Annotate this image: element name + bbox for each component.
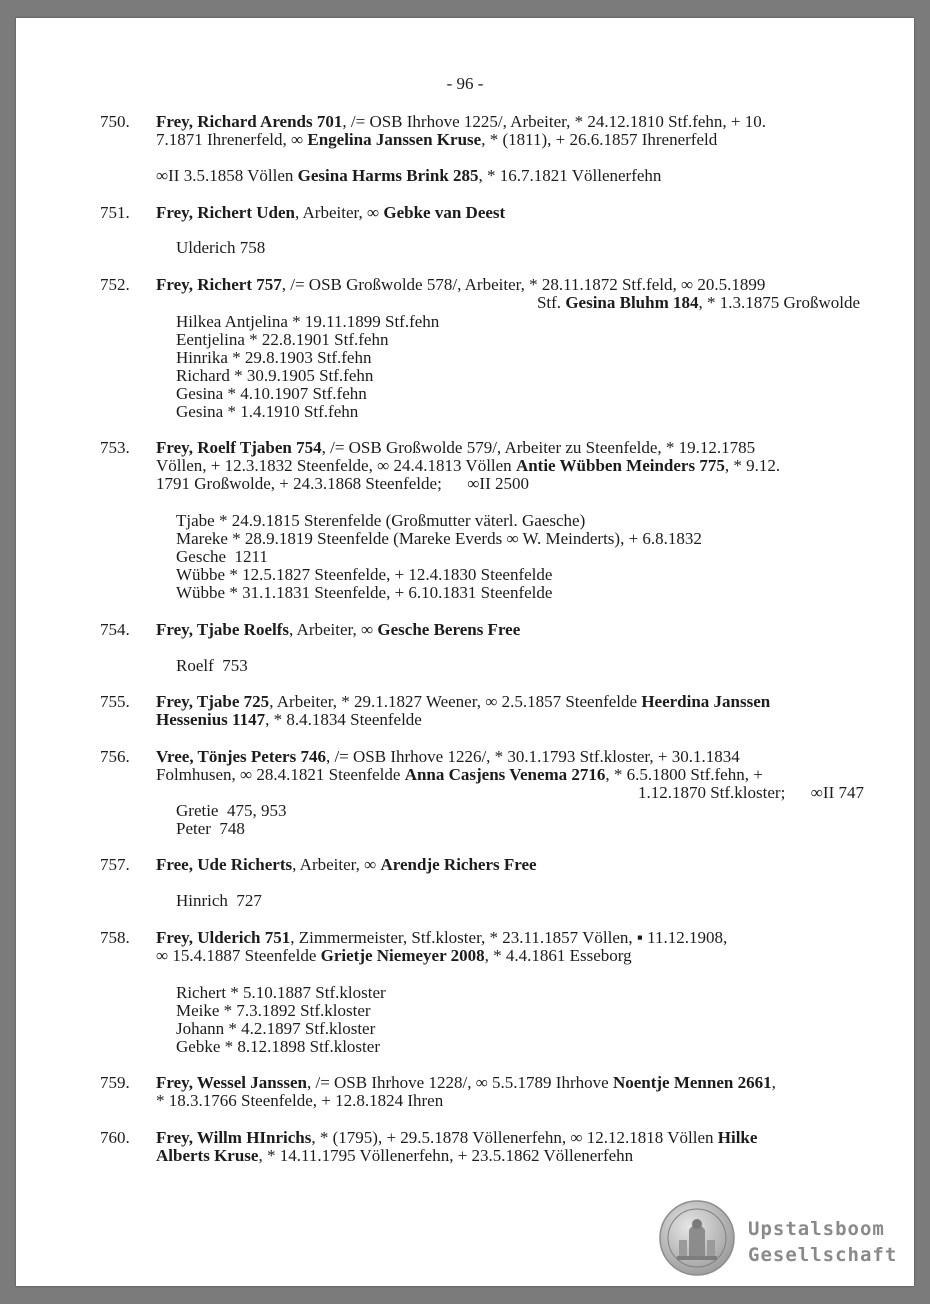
entry-line: Frey, Richard Arends 701, /= OSB Ihrhove 1225/, Arbeiter, * 24.12.1810 Stf.fehn, + 10. — [156, 112, 767, 131]
person-name: Frey, Roelf Tjaben 754 — [156, 438, 322, 457]
spouse-name: Hessenius 1147 — [156, 710, 266, 729]
child-line: Tjabe * 24.9.1815 Sterenfelde (Großmutter väterl. Gaesche) — [176, 511, 586, 530]
spouse-name: Arendje Richers Free — [380, 855, 537, 874]
child-line: Hilkea Antjelina * 19.11.1899 Stf.fehn — [176, 312, 440, 331]
person-name: Frey, Wessel Janssen — [156, 1073, 307, 1092]
child-line: Ulderich 758 — [176, 238, 266, 257]
entry-line: Frey, Willm HInrichs, * (1795), + 29.5.1878 Völlenerfehn, ∞ 12.12.1818 Völlen Hilke — [156, 1128, 758, 1147]
child-line: Wübbe * 12.5.1827 Steenfelde, + 12.4.1830 Steenfelde — [176, 565, 553, 584]
spouse-name: Gesina Bluhm 184 — [565, 293, 699, 312]
entry-line: Frey, Richert 757, /= OSB Großwolde 578/, Arbeiter, * 28.11.1872 Stf.feld, ∞ 20.5.1899 — [156, 275, 766, 294]
spouse-name: Heerdina Janssen — [641, 692, 771, 711]
child-line: Gesina * 1.4.1910 Stf.fehn — [176, 402, 359, 421]
child-line: Richard * 30.9.1905 Stf.fehn — [176, 366, 374, 385]
child-line: Gretie 475, 953 — [176, 801, 287, 820]
spouse-name: Hilke — [717, 1128, 758, 1147]
entry-line: 7.1871 Ihrenerfeld, ∞ Engelina Janssen Kruse, * (1811), + 26.6.1857 Ihrenerfeld — [156, 130, 718, 149]
spouse-name: Antie Wübben Meinders 775 — [515, 456, 725, 475]
document-page — [16, 18, 914, 1286]
child-line: Roelf 753 — [176, 656, 248, 675]
person-name: Frey, Tjabe Roelfs — [156, 620, 289, 639]
person-name: Vree, Tönjes Peters 746 — [156, 747, 326, 766]
entry-line: Frey, Ulderich 751, Zimmermeister, Stf.kloster, * 23.11.1857 Völlen, ▪ 11.12.1908, — [156, 928, 728, 947]
person-name: Frey, Ulderich 751 — [156, 928, 291, 947]
person-name: Frey, Richard Arends 701 — [156, 112, 343, 131]
entry-number: 751. — [100, 203, 130, 222]
entry-line: Alberts Kruse, * 14.11.1795 Völlenerfehn, + 23.5.1862 Völlenerfehn — [156, 1146, 634, 1165]
child-line: Hinrika * 29.8.1903 Stf.fehn — [176, 348, 372, 367]
entry-line: 1.12.1870 Stf.kloster; ∞II 747 — [637, 783, 864, 802]
person-name: Frey, Tjabe 725 — [156, 692, 270, 711]
child-line: Peter 748 — [176, 819, 245, 838]
spouse-name: Gebke van Deest — [383, 203, 506, 222]
child-line: Hinrich 727 — [176, 891, 262, 910]
entry-number: 756. — [100, 747, 130, 766]
entry-line: Frey, Tjabe 725, Arbeiter, * 29.1.1827 Weener, ∞ 2.5.1857 Steenfelde Heerdina Janssen — [156, 692, 771, 711]
spouse-name: Noentje Mennen 2661 — [612, 1073, 772, 1092]
entry-line: ∞II 3.5.1858 Völlen Gesina Harms Brink 285, * 16.7.1821 Völlenerfehn — [156, 166, 662, 185]
child-line: Gebke * 8.12.1898 Stf.kloster — [176, 1037, 380, 1056]
spouse-name: Engelina Janssen Kruse — [307, 130, 482, 149]
entry-number: 754. — [100, 620, 130, 639]
entry-line: Vree, Tönjes Peters 746, /= OSB Ihrhove 1226/, * 30.1.1793 Stf.kloster, + 30.1.1834 — [156, 747, 740, 766]
entry-line: Folmhusen, ∞ 28.4.1821 Steenfelde Anna Casjens Venema 2716, * 6.5.1800 Stf.fehn, + — [156, 765, 763, 784]
entry-line: Stf. Gesina Bluhm 184, * 1.3.1875 Großwolde — [536, 293, 860, 312]
entry-number: 759. — [100, 1073, 130, 1092]
spouse-name: Gesina Harms Brink 285 — [297, 166, 479, 185]
seal-logo-icon — [659, 1200, 735, 1276]
org-name-line-2: Gesellschaft — [748, 1244, 898, 1266]
child-line: Gesche 1211 — [176, 547, 268, 566]
entry-line: 1791 Großwolde, + 24.3.1868 Steenfelde; ∞II 2500 — [156, 474, 529, 493]
person-name: Frey, Richert Uden — [156, 203, 295, 222]
child-line: Meike * 7.3.1892 Stf.kloster — [176, 1001, 371, 1020]
person-name: Free, Ude Richerts — [156, 855, 293, 874]
entry-number: 750. — [100, 112, 130, 131]
entry-line: Frey, Tjabe Roelfs, Arbeiter, ∞ Gesche Berens Free — [156, 620, 521, 639]
entry-number: 758. — [100, 928, 130, 947]
entry-number: 755. — [100, 692, 130, 711]
page-number: - 96 - — [446, 74, 484, 93]
entry-number: 760. — [100, 1128, 130, 1147]
child-line: Eentjelina * 22.8.1901 Stf.fehn — [176, 330, 389, 349]
entry-line: Frey, Richert Uden, Arbeiter, ∞ Gebke van Deest — [156, 203, 506, 222]
entry-line: Frey, Wessel Janssen, /= OSB Ihrhove 1228/, ∞ 5.5.1789 Ihrhove Noentje Mennen 2661, — [156, 1073, 776, 1092]
spouse-name: Grietje Niemeyer 2008 — [320, 946, 485, 965]
entry-line: Frey, Roelf Tjaben 754, /= OSB Großwolde 579/, Arbeiter zu Steenfelde, * 19.12.1785 — [156, 438, 756, 457]
entry-number: 757. — [100, 855, 130, 874]
child-line: Johann * 4.2.1897 Stf.kloster — [176, 1019, 376, 1038]
child-line: Gesina * 4.10.1907 Stf.fehn — [176, 384, 367, 403]
child-line: Richert * 5.10.1887 Stf.kloster — [176, 983, 386, 1002]
child-line: Wübbe * 31.1.1831 Steenfelde, + 6.10.1831 Steenfelde — [176, 583, 553, 602]
person-name: Frey, Richert 757 — [156, 275, 282, 294]
spouse-name: Anna Casjens Venema 2716 — [404, 765, 606, 784]
entry-number: 753. — [100, 438, 130, 457]
spouse-name: Alberts Kruse — [156, 1146, 259, 1165]
entry-line: Völlen, + 12.3.1832 Steenfelde, ∞ 24.4.1813 Völlen Antie Wübben Meinders 775, * 9.12. — [156, 456, 781, 475]
org-name-line-1: Upstalsboom — [748, 1218, 885, 1240]
entry-line: * 18.3.1766 Steenfelde, + 12.8.1824 Ihren — [156, 1091, 444, 1110]
person-name: Frey, Willm HInrichs — [156, 1128, 312, 1147]
spouse-name: Gesche Berens Free — [377, 620, 521, 639]
entry-number: 752. — [100, 275, 130, 294]
entry-line: Free, Ude Richerts, Arbeiter, ∞ Arendje Richers Free — [156, 855, 537, 874]
entry-line: Hessenius 1147, * 8.4.1834 Steenfelde — [156, 710, 422, 729]
entry-line: ∞ 15.4.1887 Steenfelde Grietje Niemeyer 2008, * 4.4.1861 Esseborg — [156, 946, 632, 965]
child-line: Mareke * 28.9.1819 Steenfelde (Mareke Everds ∞ W. Meinderts), + 6.8.1832 — [176, 529, 702, 548]
